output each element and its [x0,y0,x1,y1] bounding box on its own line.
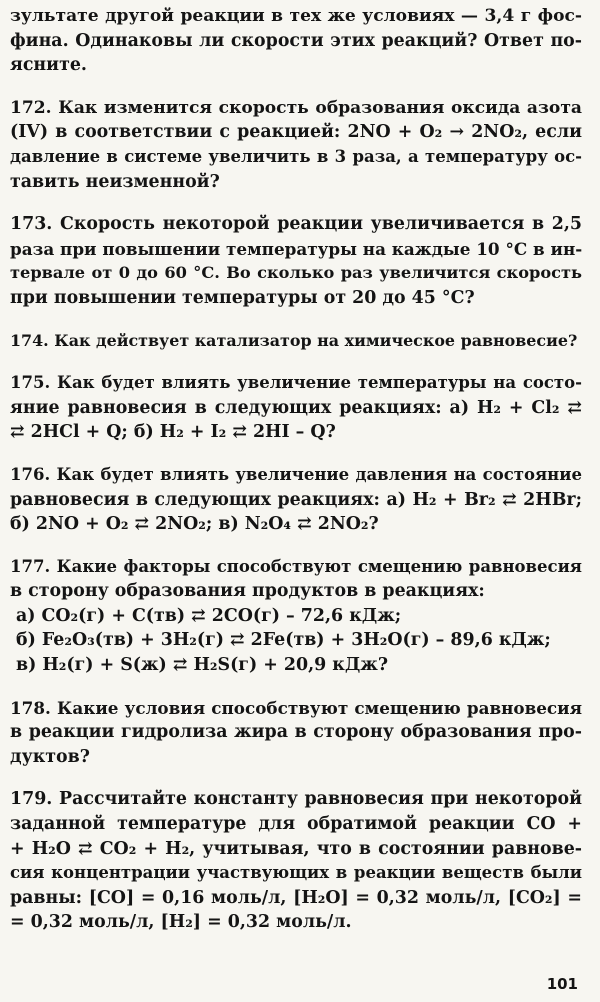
intro-paragraph [10,4,582,78]
text-line: зультате другой реакции в тех же условиях — 3,4 г фос- [10,6,582,26]
reaction-line: в) H₂(г) + S(ж) ⇄ H₂S(г) + 20,9 кДж? [16,655,389,676]
problem-172 [10,96,582,194]
problem-174 [10,329,582,354]
problem-179 [10,787,582,935]
problem-177 [10,555,582,678]
text-line: давление в системе увеличить в 3 раза, а температуру ос- [10,146,582,166]
text-line: раза при повышении температуры на каждые 10 °С в ин- [10,238,583,259]
text-line: в реакции гидролиза жира в сторону образования про- [10,722,582,743]
text-line: заданной температуре для обратимой реакции CO + [10,814,582,835]
problem-176 [10,463,582,537]
text-line: + H₂O ⇄ CO₂ + H₂, учитывая, что в состоянии равнове- [10,838,582,859]
text-line: яние равновесия в следующих реакциях: а) H₂ + Cl₂ ⇄ [10,397,582,418]
problem-178 [10,696,582,770]
text-line: 173. Скорость некоторой реакции увеличивается в 2,5 [10,214,582,235]
text-line: 177. Какие факторы способствуют смещению равновесия [10,556,582,576]
text-line: равны: [CO] = 0,16 моль/л, [H₂O] = 0,32 моль/л, [CO₂] = [10,887,582,908]
text-line: дуктов? [10,746,90,767]
text-line: равновесия в следующих реакциях: а) H₂ + Br₂ ⇄ 2HBr; [10,489,582,510]
text-line: сия концентрации участвующих в реакции веществ были [10,863,582,883]
problem-173 [10,212,582,310]
text-line: ясните. [10,55,87,76]
text-line: (IV) в соответствии с реакцией: 2NO + O₂ → 2NO₂, если [10,122,582,143]
reaction-line: а) CO₂(г) + C(тв) ⇄ 2CO(г) – 72,6 кДж; [16,605,402,626]
text-line: 176. Как будет влиять увеличение давления на состояние [10,464,582,484]
text-line: 172. Как изменится скорость образования оксида азота [10,97,582,118]
text-line: тервале от 0 до 60 °С. Во сколько раз увеличится скорость [10,263,582,283]
text-line: тавить неизменной? [10,171,220,192]
text-line: б) 2NO + O₂ ⇄ 2NO₂; в) N₂O₄ ⇄ 2NO₂? [10,514,379,535]
page-number: 101 [546,975,578,993]
text-line: ⇄ 2HCl + Q; б) H₂ + I₂ ⇄ 2HI – Q? [10,422,336,443]
reaction-line: б) Fe₂O₃(тв) + 3H₂(г) ⇄ 2Fe(тв) + 3H₂O(г) – 89,6 кДж; [16,630,551,651]
text-line: при повышении температуры от 20 до 45 °С? [10,287,475,308]
text-line: 175. Как будет влиять увеличение температуры на состо- [10,373,582,393]
textbook-page [10,4,582,935]
text-line: 179. Рассчитайте константу равновесия при некоторой [10,789,582,810]
text-line: фина. Одинаковы ли скорости этих реакций? Ответ по- [10,30,582,51]
text-line: 174. Как действует катализатор на химическое равновесие? [10,330,578,350]
text-line: в сторону образования продуктов в реакциях: [10,581,485,602]
problem-175 [10,371,582,445]
text-line: = 0,32 моль/л, [H₂] = 0,32 моль/л. [10,912,352,933]
text-line: 178. Какие условия способствуют смещению равновесия [10,697,582,718]
